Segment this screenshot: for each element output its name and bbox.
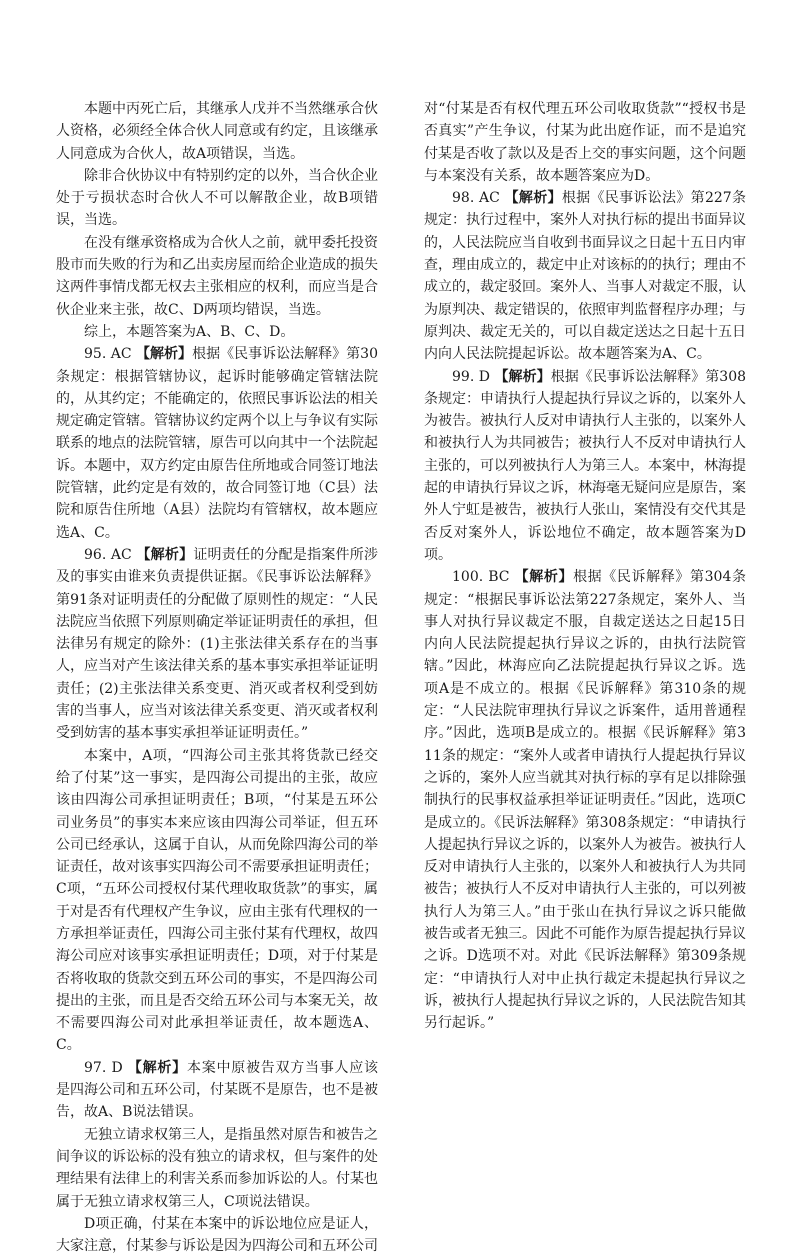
answer-number: 98. AC [452, 190, 505, 207]
paragraph-text: 综上，本题答案为A、B、C、D。 [84, 323, 295, 340]
analysis-tag: 【解析】 [514, 569, 574, 586]
paragraph-text: 根据《民事诉讼法》第227条规定：执行过程中，案外人对执行标的提出书面异议的，人民法院应当自收到书面异议之日起十五日内审查，理由成立的，裁定中止对该标的的执行；理由不成立的，裁定驳回。案外人、当事人对裁定不服，认为原判决、裁定错误的，依照审判监督程序办理；与原判决、裁定无关的，可以自裁定送达之日起十五日内向人民法院提起诉讼。故本题答案为A、C。 [424, 190, 746, 363]
paragraph-text: 对“付某是否有权代理五环公司收取货款”“授权书是否真实”产生争议，付某为此出庭作证，而不是追究付某是否收了款以及是否上交的事实问题，这个问题与本案没有关系，故本题答案应为D。 [424, 101, 746, 184]
analysis-tag: 【解析】 [127, 1059, 187, 1076]
right-column [424, 98, 746, 1034]
paragraph [56, 745, 378, 1057]
paragraph-text: 在没有继承资格成为合伙人之前，就甲委托投资股市而失败的行为和乙出卖房屋而给企业造成的损失这两件事情戊都无权去主张相应的权利，而应当是合伙企业来主张，故C、D两项均错误，当选。 [56, 234, 378, 318]
analysis-tag: 【解析】 [136, 546, 194, 563]
paragraph [56, 165, 378, 232]
paragraph [424, 566, 746, 1034]
paragraph [56, 1124, 378, 1213]
paragraph-text: 根据《民事诉讼法解释》第30条规定：根据管辖协议，起诉时能够确定管辖法院的，从其约定；不能确定的，依照民事诉讼法的相关规定确定管辖。管辖协议约定两个以上与争议有实际联系的地点的法院管辖，原告可以向其中一个法院起诉。本题中，双方约定由原告住所地或合同签订地法院管辖，此约定是有效的，故合同签订地（C县）法院和原告住所地（A县）法院均有管辖权，故本题应选A、C。 [56, 346, 378, 541]
answer-number: 96. AC [84, 546, 137, 563]
paragraph-text: 本案中原被告双方当事人应该是四海公司和五环公司，付某既不是原告，也不是被告，故A、B说法错误。 [56, 1059, 379, 1121]
analysis-tag: 【解析】 [504, 190, 562, 207]
paragraph-text: 本案中，A项，“四海公司主张其将货款已经交给了付某”这一事实，是四海公司提出的主张，故应该由四海公司承担证明责任；B项，“付某是五环公司业务员”的事实本来应该由四海公司举证，但五环公司已经承认，这属于自认，从而免除四海公司的举证责任，故对该事实四海公司不需要承担证明责任；C项，“五环公司授权付某代理收取货款”的事实，属于对是否有代理权产生争议，应由主张有代理权的一方承担举证责任，四海公司主张付某有代理权，故四海公司应对该事实承担证明责任；D项，对于付某是否将收取的货款交到五环公司的事实，不是四海公司提出的主张，而且是否交给五环公司与本案无关，故不需要四海公司对此承担举证责任，故本题选A、C。 [56, 747, 378, 1054]
answer-number: 99. D [452, 368, 495, 385]
paragraph-text: 本题中丙死亡后，其继承人戊并不当然继承合伙人资格，必须经全体合伙人同意或有约定，且该继承人同意成为合伙人，故A项错误，当选。 [56, 101, 378, 162]
paragraph-text: 除非合伙协议中有特别约定的以外，当合伙企业处于亏损状态时合伙人不可以解散企业，故B项错误，当选。 [56, 167, 378, 229]
paragraph [424, 187, 746, 365]
paragraph-text: 根据《民事诉讼法解释》第308条规定：申请执行人提起执行异议之诉的，以案外人为被告。被执行人反对申请执行人主张的，以案外人和被执行人为共同被告；被执行人不反对申请执行人主张的，可以列被执行人为第三人。本案中，林海提起的申请执行异议之诉，林海毫无疑问应是原告，案外人宁虹是被告，被执行人张山，案情没有交代其是否反对案外人，诉讼地位不确定，故本题答案为D项。 [424, 368, 747, 563]
paragraph [56, 232, 378, 321]
answer-number: 100. BC [452, 569, 515, 586]
paragraph [56, 544, 378, 745]
paragraph [56, 343, 378, 544]
paragraph [56, 1057, 378, 1124]
analysis-tag: 【解析】 [136, 346, 193, 363]
paragraph-text: 证明责任的分配是指案件所涉及的事实由谁来负责提供证据。《民事诉讼法解释》第91条对证明责任的分配做了原则性的规定：“人民法院应当依照下列原则确定举证证明责任的承担，但法律另有规定的除外：(1)主张法律关系存在的当事人，应当对产生该法律关系的基本事实承担举证证明责任；(2)主张法律关系变更、消灭或者权利受到妨害的当事人，应当对该法律关系变更、消灭或者权利受到妨害的基本事实承担举证证明责任。” [56, 546, 378, 742]
answer-number: 95. AC [84, 346, 137, 363]
paragraph [424, 98, 746, 187]
left-column [56, 98, 378, 1257]
paragraph [56, 1213, 378, 1257]
answer-number: 97. D [84, 1059, 128, 1076]
paragraph [56, 321, 378, 343]
paragraph-text: 无独立请求权第三人，是指虽然对原告和被告之间争议的诉讼标的没有独立的请求权，但与案件的处理结果有法律上的利害关系而参加诉讼的人。付某也属于无独立请求权第三人，C项说法错误。 [56, 1126, 378, 1210]
analysis-tag: 【解析】 [494, 368, 551, 385]
paragraph [424, 366, 746, 567]
paragraph [56, 98, 378, 165]
paragraph-text: D项正确，付某在本案中的诉讼地位应是证人，大家注意，付某参与诉讼是因为四海公司和五环公司 [56, 1215, 378, 1255]
paragraph-text: 根据《民诉解释》第304条规定：“根据民事诉讼法第227条规定，案外人、当事人对执行异议裁定不服，自裁定送达之日起15日内向人民法院提起执行异议之诉的，由执行法院管辖。”因此，林海应向乙法院提起执行异议之诉。选项A是不成立的。根据《民诉解释》第310条的规定：“人民法院审理执行异议之诉案件，适用普通程序。”因此，选项B是成立的。根据《民诉解释》第311条的规定：“案外人或者申请执行人提起执行异议之诉的，案外人应当就其对执行标的享有足以排除强制执行的民事权益承担举证证明责任。”因此，选项C是成立的。《民诉法解释》第308条规定：“申请执行人提起执行异议之诉的，以案外人为被告。被执行人反对申请执行人主张的，以案外人和被执行人为共同被告；被执行人不反对申请执行人主张的，可以列被执行人为第三人。”由于张山在执行异议之诉只能做被告或者无独三。因此不可能作为原告提起执行异议之诉。D选项不对。对此《民诉法解释》第309条规定：“申请执行人对中止执行裁定未提起执行异议之诉，被执行人提起执行异议之诉的，人民法院告知其另行起诉。” [424, 569, 746, 1032]
